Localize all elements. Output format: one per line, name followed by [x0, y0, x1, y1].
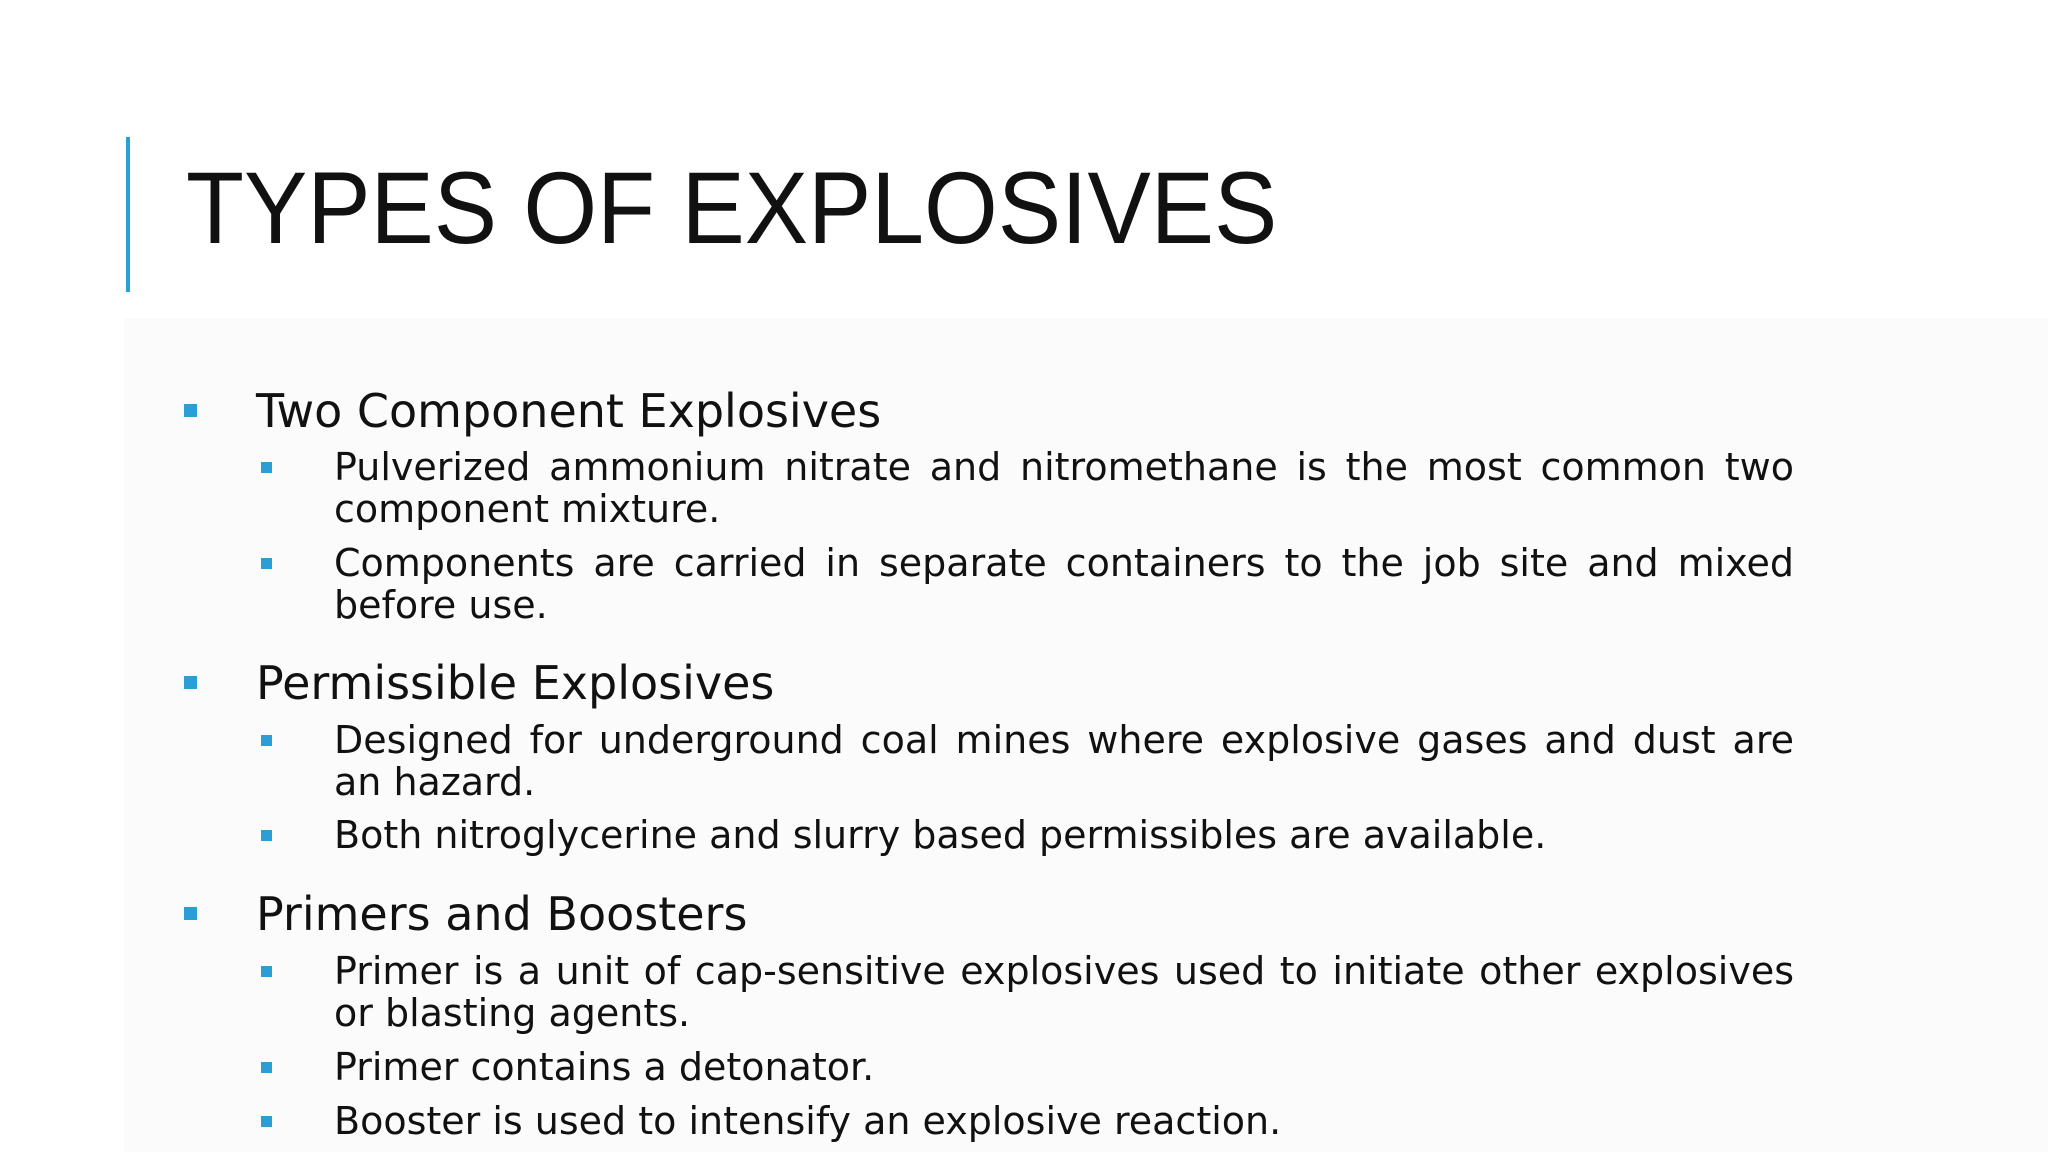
- bullet-square-icon: [261, 735, 272, 746]
- bullet-square-icon: [261, 966, 272, 977]
- list-item-text: Primer contains a detonator.: [334, 1045, 875, 1089]
- list-item-text: Components are carried in separate containers to the job site and mixed before use.: [334, 541, 1794, 627]
- bullet-square-icon: [261, 1116, 272, 1127]
- bullet-square-icon: [261, 462, 272, 473]
- list-item-text: Pulverized ammonium nitrate and nitromethane is the most common two component mixture.: [334, 445, 1794, 531]
- bullet-square-icon: [184, 404, 197, 417]
- section-heading-text: Primers and Boosters: [256, 887, 748, 941]
- bullet-square-icon: [261, 558, 272, 569]
- list-item-text: Designed for underground coal mines where explosive gases and dust are an hazard.: [334, 718, 1794, 804]
- section-heading-text: Permissible Explosives: [256, 656, 775, 710]
- bullet-square-icon: [184, 907, 197, 920]
- slide-title: TYPES OF EXPLOSIVES: [186, 151, 1278, 265]
- list-item-text: Both nitroglycerine and slurry based permissibles are available.: [334, 813, 1547, 857]
- section-heading-text: Two Component Explosives: [256, 384, 882, 438]
- list-item-text: Primer is a unit of cap-sensitive explosives used to initiate other explosives or blasting agents.: [334, 949, 1794, 1035]
- bullet-square-icon: [261, 1062, 272, 1073]
- list-item-text: Booster is used to intensify an explosive reaction.: [334, 1099, 1282, 1143]
- bullet-square-icon: [261, 830, 272, 841]
- bullet-square-icon: [184, 676, 197, 689]
